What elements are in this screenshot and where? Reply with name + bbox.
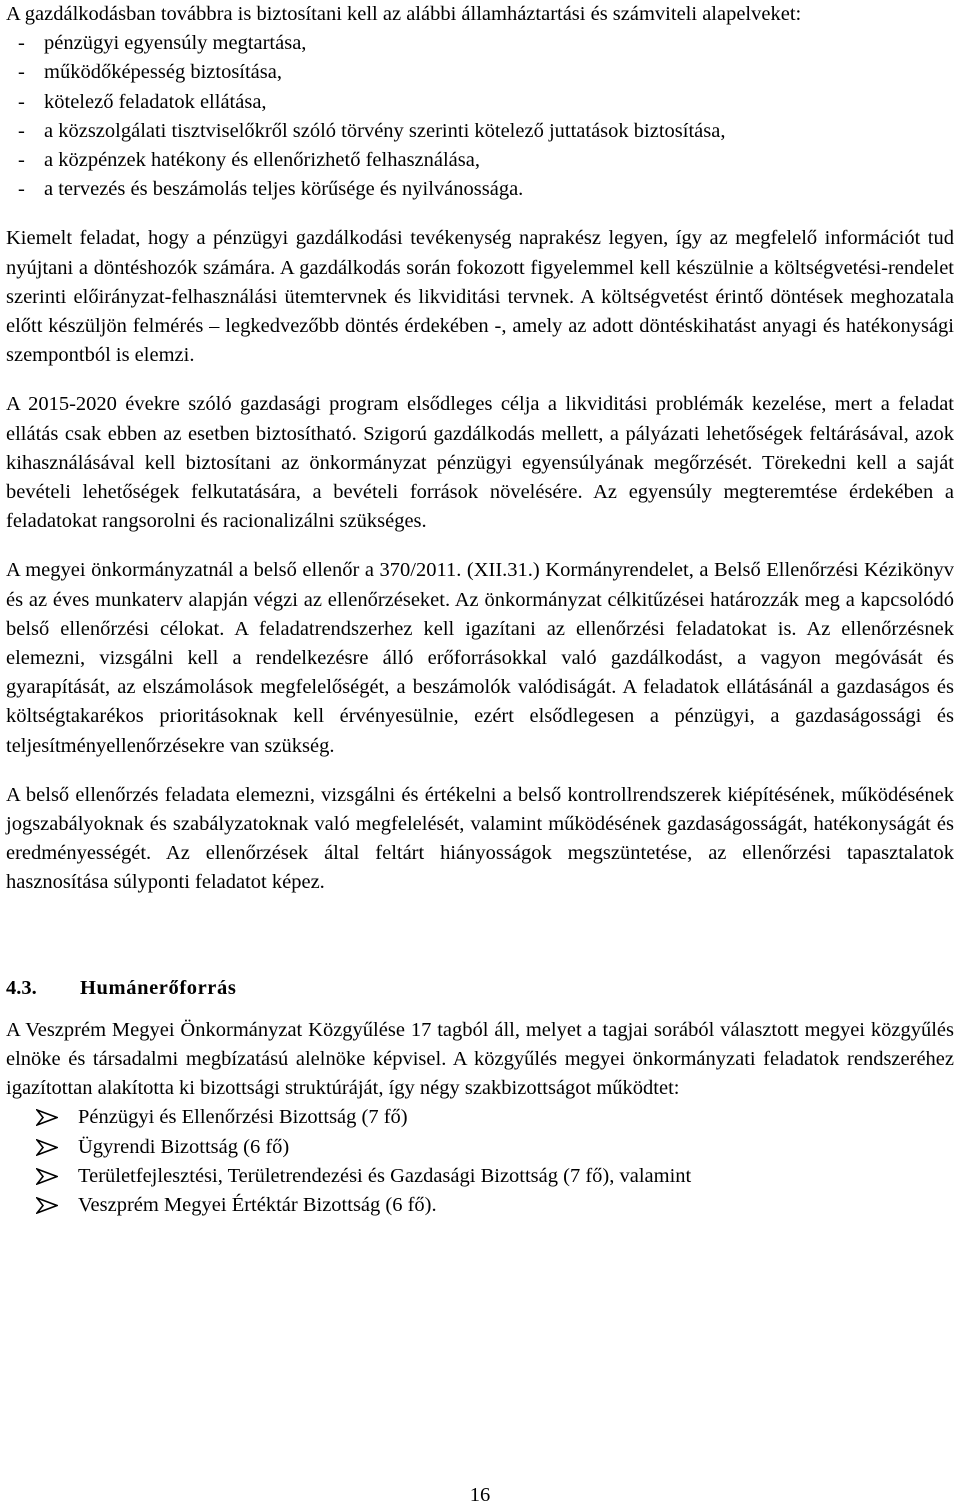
list-item: - kötelező feladatok ellátása,	[6, 88, 954, 117]
list-item: Veszprém Megyei Értéktár Bizottság (6 fő).	[6, 1191, 954, 1220]
list-item: Területfejlesztési, Területrendezési és Gazdasági Bizottság (7 fő), valamint	[6, 1162, 954, 1191]
arrowhead-bullet-icon	[36, 1168, 58, 1185]
intro-paragraph: A gazdálkodásban továbbra is biztosítani kell az alábbi államháztartási és számviteli alapelveket:	[6, 3, 802, 25]
dash-bullet: -	[18, 178, 25, 201]
section-heading	[6, 974, 954, 1003]
section-number: 4.3.	[6, 976, 37, 999]
dash-bullet: -	[18, 90, 25, 113]
section-paragraph: A Veszprém Megyei Önkormányzat Közgyűlése 17 tagból áll, melyet a tagjai sorából választott megyei közgyűlés elnöke és társadalmi megbízatású alelnöke képvisel. A közgyűlés megyei önkormányzati feladatok rendszeréhez igazítottan alakította ki bizottsági struktúráját, így négy szakbizottságot működtet:	[6, 1018, 954, 1100]
arrowhead-bullet-icon	[36, 1197, 58, 1214]
list-item: - pénzügyi egyensúly megtartása,	[6, 29, 954, 58]
paragraph-financial-management: Kiemelt feladat, hogy a pénzügyi gazdálkodási tevékenység naprakész legyen, így az megfelelő információt tud nyújtani a döntéshozók számára. A gazdálkodás során fokozott figyelemmel kell készülnie a költségvetési-rendelet szerinti előirányzat-felhasználási ütemtervnek és likviditási tervnek. A költségvetést érintő döntések meghozatala előtt készüljön felmérés – legkedvezőbb döntés érdekében -, amely az adott döntéskihatást anyagi és hatékonysági szempontból is elemzi.	[6, 227, 954, 367]
paragraph-economic-program: A 2015-2020 évekre szóló gazdasági program elsődleges célja a likviditási problémák kezelése, mert a feladat ellátás csak ebben az esetben biztosítható. Szigorú gazdálkodás mellett, a pályázati lehetőségek feltárásával, azok kihasználásával kell biztosítani az önkormányzat pénzügyi egyensúlyának megőrzését. Törekedni kell a saját bevételi lehetőségek felkutatására, a bevételi források növelésére. Az egyensúly megteremtése érdekében a feladatokat rangsorolni és racionalizálni szükséges.	[6, 393, 954, 533]
list-item: - működőképesség biztosítása,	[6, 58, 954, 87]
list-item: Ügyrendi Bizottság (6 fő)	[6, 1133, 954, 1162]
arrowhead-bullet-icon	[36, 1109, 58, 1126]
paragraph-internal-audit: A megyei önkormányzatnál a belső ellenőr a 370/2011. (XII.31.) Kormányrendelet, a Belső Ellenőrzési Kézikönyv és az éves munkaterv alapján végzi az ellenőrzéseket. Az önkormányzat célkitűzései határozzák meg a kapcsolódó belső ellenőrzési célokat. A feladatrendszerhez kell igazítani az ellenőrzési feladatokat is. Az ellenőrzésnek elemezni, vizsgálni kell a rendelkezésre álló erőforrásokkal való gazdálkodást, a vagyon megóvását és gyarapítását, az elszámolások megfelelőségét, a beszámolók valódiságát. A feladatok ellátásánál a gazdaságos és költségtakarékos prioritásoknak kell érvényesülnie, ezért elsődlegesen a pénzügyi, a gazdaságossági és teljesítményellenőrzésekre van szükség.	[6, 559, 954, 757]
list-item: - a közpénzek hatékony és ellenőrizhető felhasználása,	[6, 146, 954, 175]
dash-bullet: -	[18, 61, 25, 84]
dash-bullet: -	[18, 119, 25, 142]
section-title: Humánerőforrás	[80, 976, 237, 999]
document-page	[6, 0, 954, 1220]
list-item: Pénzügyi és Ellenőrzési Bizottság (7 fő)	[6, 1103, 954, 1132]
committee-list	[6, 1103, 954, 1220]
page-number: 16	[469, 1484, 491, 1506]
list-item: - a tervezés és beszámolás teljes körűsége és nyilvánossága.	[6, 175, 954, 204]
dash-bullet: -	[18, 32, 25, 55]
dash-bullet: -	[18, 149, 25, 172]
list-item: - a közszolgálati tisztviselőkről szóló törvény szerinti kötelező juttatások biztosítása,	[6, 117, 954, 146]
paragraph-audit-tasks: A belső ellenőrzés feladata elemezni, vizsgálni és értékelni a belső kontrollrendszerek kiépítésének, működésének jogszabályoknak és szabályzatoknak való megfelelését, valamint működésének gazdaságosságát, hatékonyságát és eredményességét. Az ellenőrzések által feltárt hiányosságok megszüntetése, az ellenőrzési tapasztalatok hasznosítása súlyponti feladatot képez.	[6, 783, 954, 894]
arrowhead-bullet-icon	[36, 1139, 58, 1156]
principles-list	[6, 29, 954, 204]
